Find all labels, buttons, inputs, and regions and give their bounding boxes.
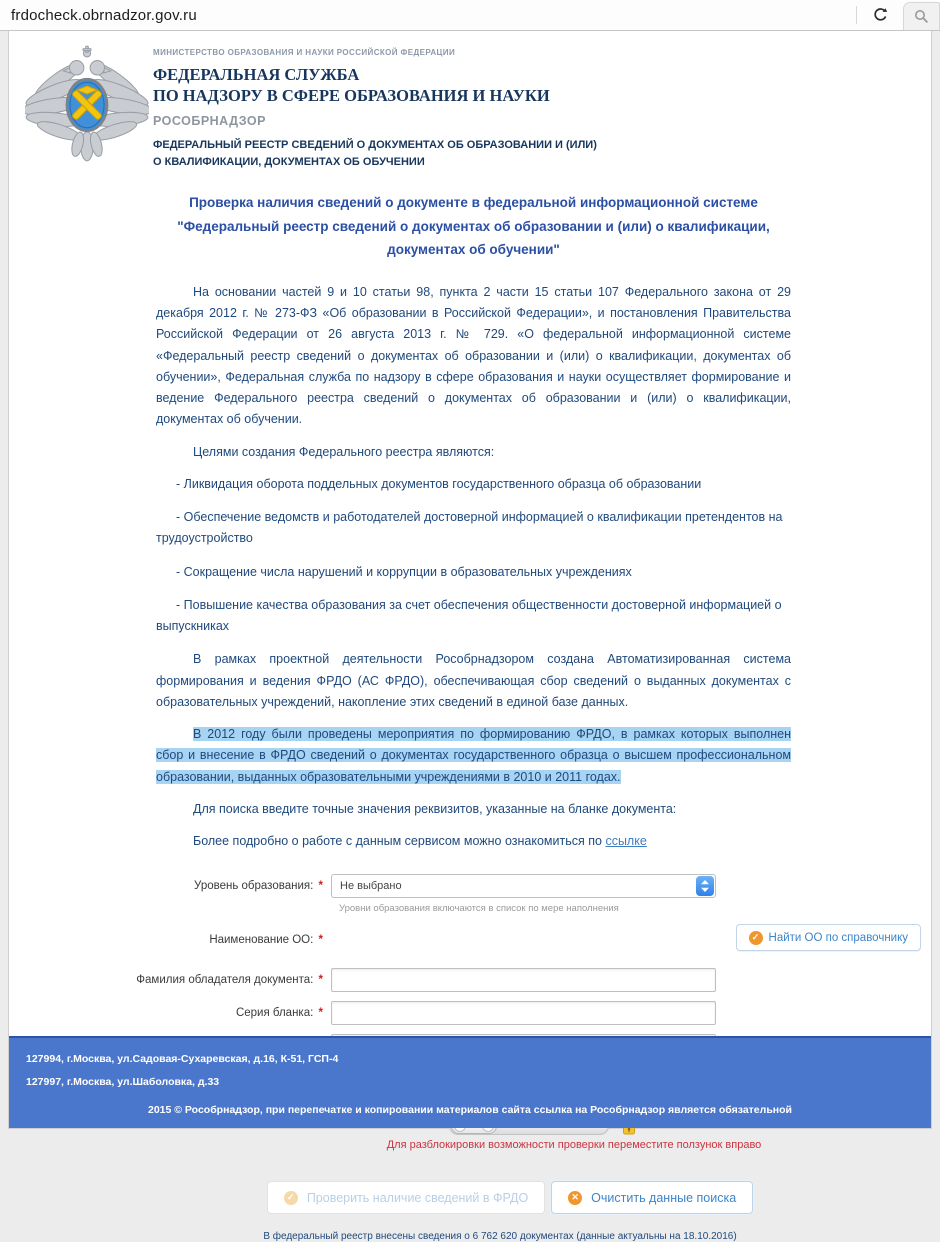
chrome-divider: [856, 6, 857, 24]
check-frdo-button[interactable]: ✓ Проверить наличие сведений в ФРДО: [267, 1181, 545, 1214]
frdo-paragraph: В рамках проектной деятельности Рособрнадзором создана Автоматизированная система формирования и ведения ФРДО (АС ФРДО), обеспечивающая сбор сведений о выданных документах с образовательных учреждений, накопление этих сведений в единой базе данных.: [156, 652, 791, 709]
footer-copyright: 2015 © Рособрнадзор, при перепечатке и копировании материалов сайта ссылка на Рособрнадзор является обязательной: [148, 1104, 792, 1116]
clear-search-button[interactable]: ✕ Очистить данные поиска: [551, 1181, 753, 1214]
series-label: Серия бланка: *: [235, 1007, 323, 1020]
goal-item: - Ликвидация оборота поддельных документов государственного образца об образовании: [176, 476, 702, 491]
service-name-line2: ПО НАДЗОРУ В СФЕРЕ ОБРАЗОВАНИЯ И НАУКИ: [153, 86, 550, 106]
more-info-link[interactable]: ссылке: [605, 834, 647, 849]
browser-chrome: [0, 0, 940, 31]
surname-label: Фамилия обладателя документа: *: [136, 974, 323, 987]
required-mark: *: [318, 880, 323, 893]
site-footer: [9, 1036, 931, 1128]
search-hint-paragraph: Для поиска введите точные значения реквизитов, указанные на бланке документа:: [193, 801, 677, 816]
education-level-row: [9, 874, 931, 898]
ministry-line: МИНИСТЕРСТВО ОБРАЗОВАНИЯ И НАУКИ РОССИЙСКОЙ ФЕДЕРАЦИИ: [153, 48, 456, 57]
highlighted-paragraph: [156, 724, 791, 788]
oo-name-label: Наименование ОО: *: [209, 934, 323, 947]
surname-input[interactable]: [331, 968, 716, 992]
education-level-select[interactable]: [331, 874, 716, 898]
registry-line2: О КВАЛИФИКАЦИИ, ДОКУМЕНТАХ ОБ ОБУЧЕНИИ: [153, 155, 425, 168]
rosobrnadzor-emblem: [21, 43, 153, 171]
highlight-span: В 2012 году были проведены мероприятия по формированию ФРДО, в рамках которых выполнен сбор и внесение в ФРДО сведений о документах государственного образца о высшем профессиональном образовании, выданных образовательными учреждениями в 2010 и 2011 годах.: [156, 727, 791, 784]
page-title: Проверка наличия сведений о документе в федеральной информационной системе "Федеральный реестр сведений о документах об образовании и (или) о квалификации, документах об обучении": [177, 194, 770, 258]
search-icon: [914, 9, 929, 24]
footer-address-2: 127997, г.Москва, ул.Шаболовка, д.33: [26, 1076, 220, 1088]
action-buttons: [49, 1181, 940, 1214]
search-button[interactable]: [903, 2, 940, 30]
intro-paragraph: На основании частей 9 и 10 статьи 98, пункта 2 части 15 статьи 107 Федерального закона от 29 декабря 2012 г. № 273-ФЗ «Об образовании в Российской Федерации», и постановления Правительства Российской Федерации от 26 августа 2013 г. № 729. «О федеральной информационной системе «Федеральный реестр сведений о документах об образовании и (или) о квалификации, документах об обучении», Федеральная служба по надзору в сфере образования и науки осуществляет формирование и ведение Федерального реестра сведений о документах об образовании и (или) о квалификации, документах об обучении.: [156, 284, 791, 427]
more-info-paragraph: [156, 831, 791, 852]
education-level-label: Уровень образования: *: [194, 880, 323, 893]
goals-intro: Целями создания Федерального реестра являются:: [193, 444, 495, 459]
check-circle-icon: ✓: [749, 931, 763, 945]
url-bar[interactable]: frdocheck.obrnadzor.gov.ru: [11, 6, 197, 24]
slider-hint: Для разблокировки возможности проверки переместите ползунок вправо: [386, 1139, 762, 1152]
main-content: [9, 171, 931, 852]
education-level-hint: Уровни образования включаются в список по мере наполнения: [339, 903, 619, 915]
clear-circle-icon: ✕: [568, 1191, 582, 1205]
required-mark: *: [318, 934, 323, 947]
short-name: РОСОБРНАДЗОР: [153, 113, 266, 128]
required-mark: *: [318, 974, 323, 987]
series-row: [9, 1001, 931, 1025]
registry-stats: В федеральный реестр внесены сведения о 6 762 620 документах (данные актуальны на 18.10.2016): [263, 1231, 737, 1242]
site-header: [9, 31, 931, 171]
series-input[interactable]: [331, 1001, 716, 1025]
oo-name-row: [9, 928, 931, 952]
registry-line1: ФЕДЕРАЛЬНЫЙ РЕЕСТР СВЕДЕНИЙ О ДОКУМЕНТАХ ОБ ОБРАЗОВАНИИ И (ИЛИ): [153, 138, 597, 151]
reload-icon[interactable]: [867, 2, 893, 28]
page: [8, 31, 932, 1242]
goal-item: - Сокращение числа нарушений и коррупции в образовательных учреждениях: [176, 564, 632, 579]
footer-address-1: 127994, г.Москва, ул.Садовая-Сухаревская, д.16, К-51, ГСП-4: [26, 1053, 339, 1065]
required-mark: *: [318, 1007, 323, 1020]
goal-item: - Повышение качества образования за счет обеспечения общественности достоверной информацией о выпускниках: [156, 597, 782, 634]
more-info-text: Более подробно о работе с данным сервисом можно ознакомиться по: [193, 834, 602, 849]
header-text: [153, 43, 597, 171]
goal-item: - Обеспечение ведомств и работодателей достоверной информацией о квалификации претендентов на трудоустройство: [156, 510, 783, 546]
service-name-line1: ФЕДЕРАЛЬНАЯ СЛУЖБА: [153, 65, 360, 84]
education-level-value[interactable]: Не выбрано: [331, 874, 716, 898]
select-stepper-icon[interactable]: [696, 876, 714, 896]
check-circle-icon: ✓: [284, 1191, 298, 1205]
find-oo-button[interactable]: ✓ Найти ОО по справочнику: [736, 924, 921, 951]
surname-row: [9, 968, 931, 992]
